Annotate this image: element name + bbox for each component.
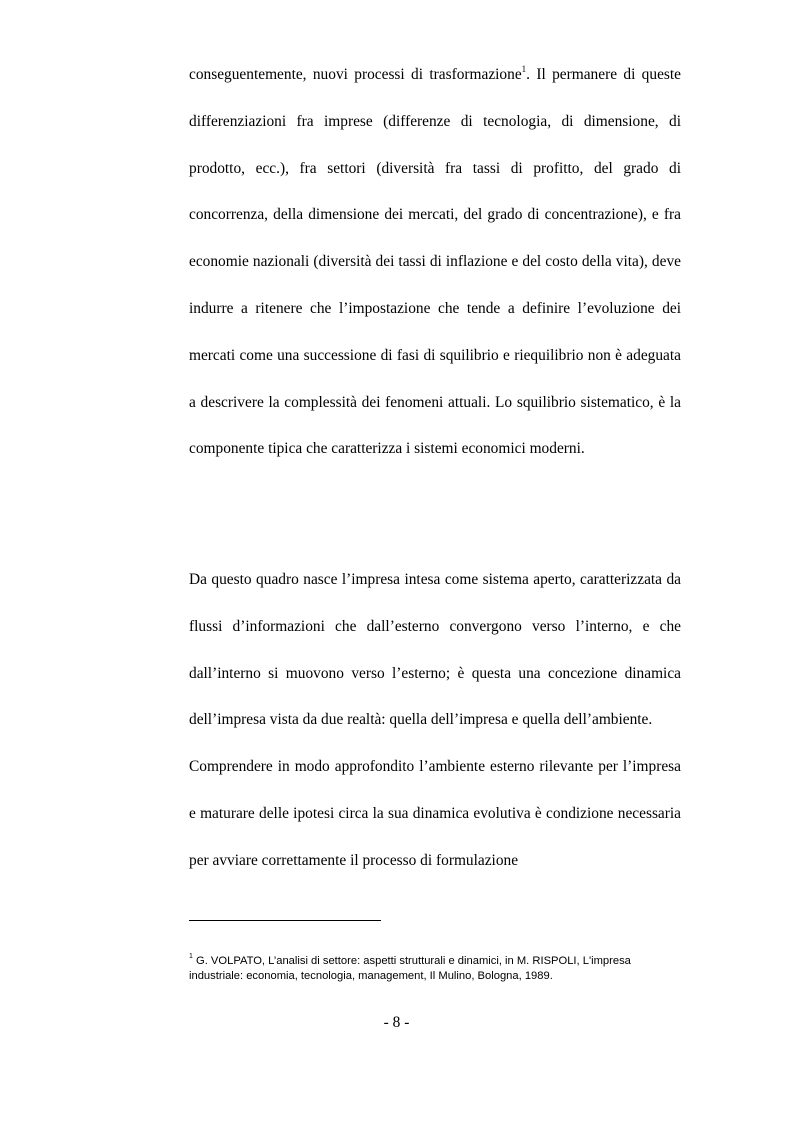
- paragraph-1-text-start: conseguentemente, nuovi processi di trasformazione: [189, 66, 522, 83]
- body-paragraph-1: [189, 52, 681, 473]
- footnote-number: 1: [189, 953, 193, 961]
- footnote: [189, 954, 684, 984]
- footnote-reference[interactable]: 1: [521, 63, 527, 74]
- body-paragraph-3: Comprendere in modo approfondito l’ambiente esterno rilevante per l’impresa e maturare delle ipotesi circa la sua dinamica evolutiva è condizione necessaria per avviare correttamente il processo di formulazione: [189, 758, 681, 869]
- page-number: - 8 -: [383, 1014, 410, 1031]
- footnote-separator: [189, 920, 381, 921]
- paragraph-1-text-end: . Il permanere di queste differenziazioni fra imprese (differenze di tecnologia, di dimensione, di prodotto, ecc.), fra settori (diversità fra tassi di profitto, del grado di concorrenza, della dimensione dei mercati, del grado di concentrazione), e fra economie nazionali (diversità dei tassi di inflazione e del costo della vita), deve indurre a ritenere che l’impostazione che tende a definire l’evoluzione dei mercati come una successione di fasi di squilibrio e riequilibrio non è adeguata a descrivere la complessità dei fenomeni attuali. Lo squilibrio sistematico, è la componente tipica che caratterizza i sistemi economici moderni.: [189, 66, 681, 458]
- body-paragraph-2: Da questo quadro nasce l’impresa intesa come sistema aperto, caratterizzata da flussi d’informazioni che dall’esterno convergono verso l’interno, e che dall’interno si muovono verso l’esterno; è questa una concezione dinamica dell’impresa vista da due realtà: quella dell’impresa e quella dell’ambiente.: [189, 571, 681, 729]
- footnote-text: G. VOLPATO, L’analisi di settore: aspetti strutturali e dinamici, in M. RISPOLI, L'impresa industriale: economia, tecnologia, management, Il Mulino, Bologna, 1989.: [189, 955, 631, 982]
